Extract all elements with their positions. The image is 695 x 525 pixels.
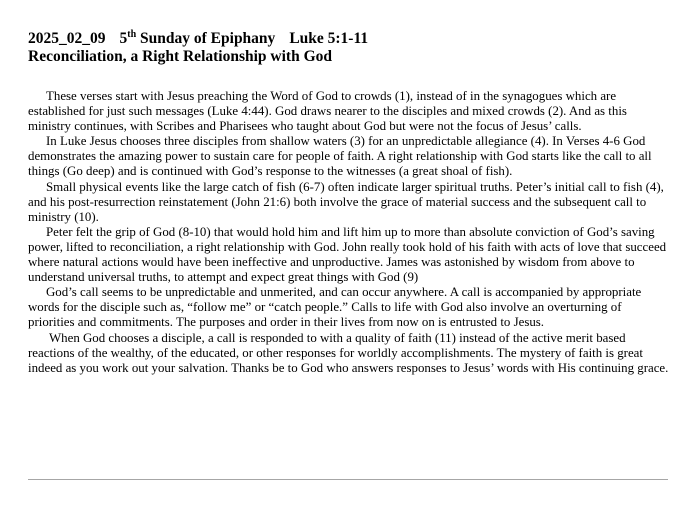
- paragraph: Small physical events like the large catch of fish (6-7) often indicate larger spiritual truths. Peter’s initial call to fish (4), and his post-resurrection reinstatement (John 21:6) both involve the grace of material success and the subsequent call to ministry (10).: [28, 179, 664, 224]
- paragraph: God’s call seems to be unpredictable and unmerited, and can occur anywhere. A call is accompanied by appropriate words for the disciple such as, “follow me” or “catch people.” Calls to life with God also involve an overturning of priorities and commitments. The purposes and order in their lives from now on is entrusted to Jesus.: [28, 285, 642, 330]
- paragraph: These verses start with Jesus preaching the Word of God to crowds (1), instead of in the synagogues which are established for just such messages (Luke 4:44). God draws nearer to the disciples and mixed crowds (2). And as this ministry continues, with Scribes and Pharisees who taught about God but were not the focus of Jesus’ calls.: [28, 89, 627, 134]
- sermon-title: Reconciliation, a Right Relationship with God: [28, 48, 332, 65]
- paragraph: Peter felt the grip of God (8-10) that would hold him and lift him up to more than absolute conviction of God’s saving power, lifted to reconciliation, a right relationship with God. John really took hold of his faith with acts of love that succeed where natural actions would have been ineffective and unproductive. James was astonished by wisdom from above to understand universal truths, to attempt and expect great things with God (9): [28, 224, 667, 285]
- sunday-name: Sunday of Epiphany: [140, 30, 276, 47]
- sunday-suffix: th: [127, 28, 137, 40]
- sermon-body: [28, 89, 670, 376]
- header-line: [28, 30, 670, 48]
- scripture-reference: Luke 5:1-11: [289, 30, 369, 47]
- sermon-date: 2025_02_09: [28, 30, 106, 47]
- bottom-divider: [28, 479, 668, 480]
- sunday-number: 5: [119, 30, 128, 47]
- paragraph: In Luke Jesus chooses three disciples from shallow waters (3) for an unpredictable allegiance (4). In Verses 4-6 God demonstrates the amazing power to sustain care for people of faith. A right relationship with God starts like the call to all things (Go deep) and is continued with God’s response to the witnesses (a great shoal of fish).: [28, 134, 652, 179]
- paragraph: When God chooses a disciple, a call is responded to with a quality of faith (11) instead of the active merit based reactions of the wealthy, of the educated, or other responses for worldly accomplishments. The mystery of faith is great indeed as you work out your salvation. Thanks be to God who answers responses to Jesus’ words with His continuing grace.: [28, 330, 669, 375]
- document-page: [28, 30, 670, 376]
